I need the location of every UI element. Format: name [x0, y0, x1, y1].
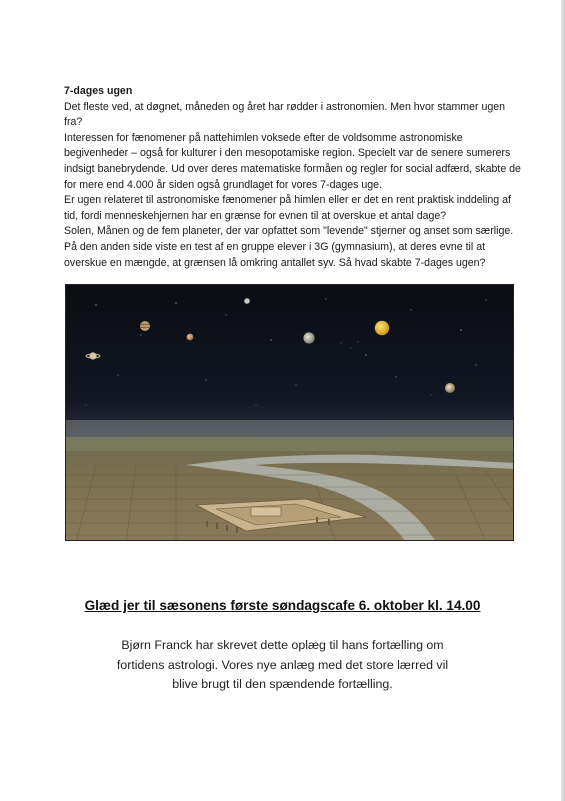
article-heading: 7-dages ugen: [64, 85, 133, 97]
jupiter-striped-planet-icon: [140, 321, 150, 331]
article-paragraph: På den anden side viste en test af en gruppe elever i 3G (gymnasium), at deres evne til at overskue en mængde, at grænsen lå omkring antallet syv. Så hvad skabte 7-dages ugen?: [64, 240, 486, 269]
article-paragraph: Det fleste ved, at døgnet, måneden og året har rødder i astronomien. Men hvor stammer ugen fra?: [64, 100, 506, 129]
article: [64, 84, 524, 271]
mesopotamia-night-sky-illustration: [65, 284, 514, 541]
mars-icon: [187, 334, 194, 341]
page-edge: [561, 0, 565, 801]
article-paragraph: Interessen for fænomener på nattehimlen voksede efter de voldsomme astronomiske begivenheder – også for kulturer i den mesopotamiske region. Specielt var de senere sumerers indsigt banebrydende. Ud over deres matematiske formåen og regler for social adfærd, skabte de for mere end 4.000 år siden også grundlaget for vores 7-dages uge.: [64, 131, 521, 191]
mercury-icon: [244, 298, 250, 304]
event-announcement: Glæd jer til sæsonens første søndagscafe 6. oktober kl. 14.00: [84, 598, 481, 613]
venus-icon: [303, 332, 314, 343]
sun-icon: [375, 321, 389, 335]
article-paragraph: Er ugen relateret til astronomiske fænomener på himlen eller er det en rent praktisk inddeling af tid, fordi menneskehjernen har en grænse for evnen til at overskue et antal dage?: [64, 194, 511, 222]
moon-icon: [445, 383, 455, 393]
article-paragraph: Solen, Månen og de fem planeter, der var opfattet som "levende" stjerner og anset som særlige.: [64, 225, 514, 238]
intro-text: Bjørn Franck har skrevet dette oplæg til hans fortælling om fortidens astrologi. Vores nye anlæg med det store lærred vil blive brugt til den spændende fortælling.: [116, 638, 449, 691]
